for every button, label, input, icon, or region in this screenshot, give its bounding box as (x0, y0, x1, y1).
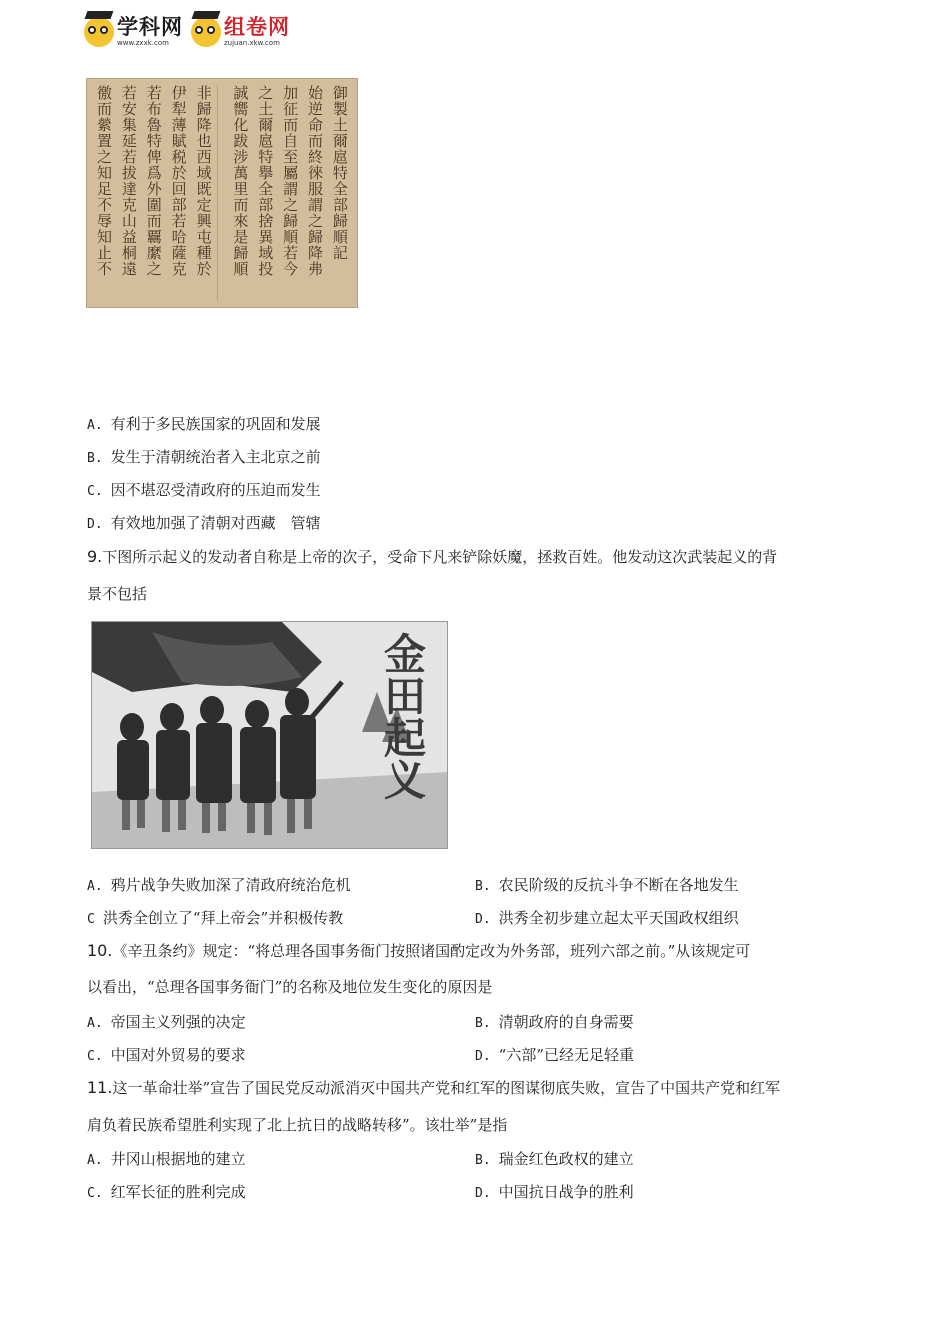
q9-option-b[interactable] (475, 874, 739, 895)
option-letter: C. (87, 484, 103, 499)
logo1-title: 学科网 (117, 15, 183, 39)
edict-column: 誠嚮化跋涉萬里而來是歸順 (231, 85, 250, 277)
owl-mascot-icon (84, 17, 114, 47)
q10-option-a[interactable] (87, 1011, 246, 1032)
q10-option-d[interactable] (475, 1044, 634, 1065)
q8-option-b[interactable] (87, 446, 321, 467)
question-number: 9. (87, 547, 103, 566)
question-text: 《辛丑条约》规定：“将总理各国事务衙门按照诸国酌定改为外务部，班列六部之前。”从该规定可 (112, 942, 751, 960)
option-letter: B. (475, 1016, 491, 1031)
option-text: 中国对外贸易的要求 (110, 1046, 246, 1064)
q11-stem-line1 (87, 1077, 877, 1098)
q8-option-a[interactable] (87, 413, 321, 434)
q11-option-d[interactable] (475, 1181, 634, 1202)
question-text: 这一革命壮举”宣告了国民党反动派消灭中国共产党和红军的图谋彻底失败，宣告了中国共产党和红军 (112, 1079, 781, 1097)
logo1-url: www.zxxk.com (117, 39, 169, 47)
option-letter: D. (475, 1186, 491, 1201)
q10-stem-line1 (87, 940, 877, 961)
edict-column: 御製土爾扈特全部歸順記 (330, 85, 349, 261)
option-letter: A. (87, 1153, 103, 1168)
option-text: 红军长征的胜利完成 (110, 1183, 246, 1201)
edict-column: 徼而縈置之知足不辱知止不 (95, 85, 113, 277)
option-text: 因不堪忍受清政府的压迫而发生 (110, 481, 321, 499)
edict-column: 加征而自至屬謂之歸順若今 (281, 85, 300, 277)
option-text: 中国抗日战争的胜利 (498, 1183, 634, 1201)
edict-column: 伊犁薄賦税於回部若哈薩克 (169, 85, 188, 277)
edict-column: 之土爾扈特擧全部捨異域投 (256, 85, 275, 277)
option-letter: D. (475, 912, 491, 927)
option-text: 洪秀全初步建立起太平天国政权组织 (498, 909, 739, 927)
option-letter: D. (87, 517, 103, 532)
option-letter: A. (87, 1016, 103, 1031)
option-text: 帝国主义列强的决定 (110, 1013, 246, 1031)
option-text: 农民阶级的反抗斗争不断在各地发生 (498, 876, 739, 894)
option-text: 清朝政府的自身需要 (498, 1013, 634, 1031)
edict-column: 若布魯特俾爲外圍而覊縻之 (144, 85, 163, 277)
q11-option-b[interactable] (475, 1148, 634, 1169)
edict-divider (217, 85, 226, 301)
edict-column: 始逆命而終徠服謂之歸降弗 (306, 85, 325, 277)
q10-option-c[interactable] (87, 1044, 246, 1065)
option-text: 瑞金红色政权的建立 (498, 1150, 634, 1168)
option-letter: B. (87, 451, 103, 466)
q8-option-d[interactable] (87, 512, 321, 533)
question-number: 11. (87, 1078, 113, 1097)
owl-mascot-icon (191, 17, 221, 47)
option-text: “六部”已经无足轻重 (498, 1046, 634, 1064)
option-letter: B. (475, 1153, 491, 1168)
logo2-title: 组卷网 (224, 15, 290, 39)
q9-option-c[interactable] (87, 907, 343, 928)
q11-stem-line2: 肩负着民族希望胜利实现了北上抗日的战略转移”。该壮举”是指 (87, 1116, 508, 1134)
q11-option-c[interactable] (87, 1181, 246, 1202)
q9-option-a[interactable] (87, 874, 351, 895)
edict-image (86, 78, 358, 308)
jintian-uprising-image (91, 621, 448, 849)
q10-stem-line2: 以看出，“总理各国事务衙门”的名称及地位发生变化的原因是 (87, 978, 493, 996)
q11-option-a[interactable] (87, 1148, 246, 1169)
option-text: 有利于多民族国家的巩固和发展 (110, 415, 321, 433)
header-logos (84, 12, 298, 52)
q10-option-b[interactable] (475, 1011, 634, 1032)
option-text: 鸦片战争失败加深了清政府统治危机 (110, 876, 351, 894)
option-letter: A. (87, 418, 103, 433)
option-letter: D. (475, 1049, 491, 1064)
option-text: 发生于清朝统治者入主北京之前 (110, 448, 321, 466)
logo2-url: zujuan.xkw.com (224, 39, 280, 47)
q9-option-d[interactable] (475, 907, 739, 928)
option-letter: A. (87, 879, 103, 894)
option-letter: C. (87, 1049, 103, 1064)
option-letter: C (87, 912, 95, 927)
option-text: 洪秀全创立了“拜上帝会”并积极传教 (102, 909, 344, 927)
zujuanwang-logo[interactable] (191, 17, 290, 47)
question-text: 下图所示起义的发动者自称是上帝的次子，受命下凡来铲除妖魔，拯救百姓。他发动这次武装起义的背 (102, 548, 778, 566)
edict-column: 非歸降也西域既定興屯種於 (194, 85, 213, 277)
option-letter: C. (87, 1186, 103, 1201)
option-text: 有效地加强了清朝对西藏 管辖 (110, 514, 321, 532)
q8-option-c[interactable] (87, 479, 321, 500)
image-title: 金田起义 (378, 632, 427, 800)
q9-stem-line1 (87, 546, 877, 567)
option-text: 井冈山根据地的建立 (110, 1150, 246, 1168)
question-number: 10. (87, 941, 113, 960)
xuekewang-logo[interactable] (84, 17, 183, 47)
option-letter: B. (475, 879, 491, 894)
edict-column: 若安集延若拔達克山益桐遠 (119, 85, 138, 277)
q9-stem-line2: 景不包括 (87, 585, 148, 603)
